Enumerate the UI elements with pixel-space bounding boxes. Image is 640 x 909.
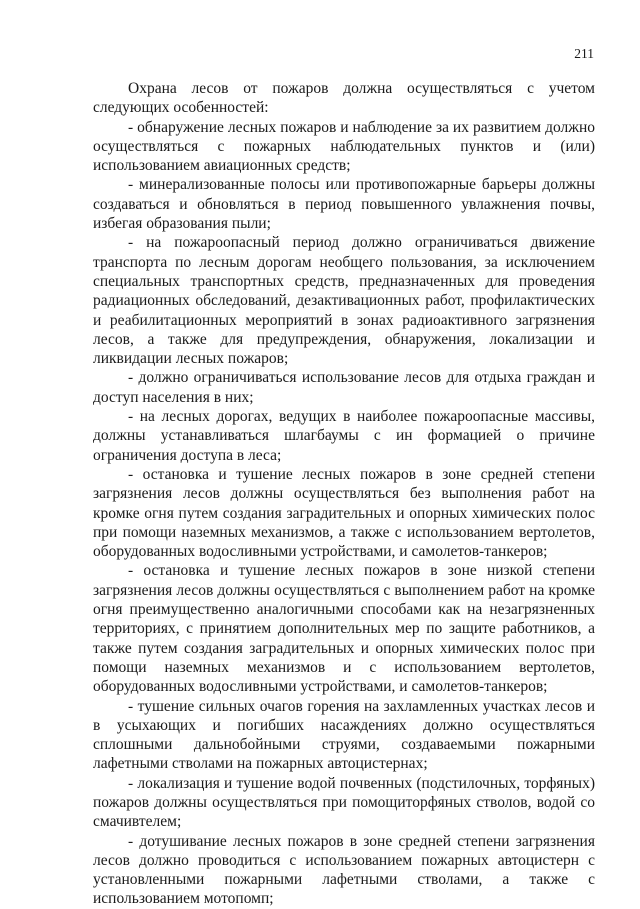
list-item-recreation-restriction: - должно ограничиваться использование лесов для отдыха граждан и доступ населения в них; [93,369,595,406]
list-item-barriers: - на лесных дорогах, ведущих в наиболее пожароопасные массивы, должны устанавливаться шлагбаумы с ин формацией о причине ограничения доступа в леса; [93,408,595,464]
list-item-medium-contamination-suppression: - остановка и тушение лесных пожаров в зоне средней степени загрязнения лесов должны осуществляться без выполнения работ на кромке огня путем создания заградительных и опорных химических полос при помощи наземных механизмов, а также с использованием вертолетов, оборудованных водосливными устройствами, и самолетов-танкеров; [93,465,595,561]
document-body [93,79,595,909]
list-item-firebreaks: - минерализованные полосы или противопожарные барьеры должны создаваться и обновляться в период повышенного увлажнения почвы, избегая образования пыли; [93,176,595,233]
page-number: 211 [574,46,594,61]
intro-paragraph: Охрана лесов от пожаров должна осуществляться с учетом следующих особенностей: [93,80,595,117]
list-item-mop-up: - дотушивание лесных пожаров в зоне средней степени загрязнения лесов должно проводиться с использованием пожарных автоцистерн с установленными пожарными лафетными стволами, а также с использованием мотопомп; [93,832,595,908]
list-item-ground-fires: - локализация и тушение водой почвенных (подстилочных, торфяных) пожаров должны осуществляться при помощиторфяных стволов, водой со смачивтелем; [93,774,595,831]
list-item-traffic-restriction: - на пожароопасный период должно ограничиваться движение транспорта по лесным дорогам необщего пользования, за исключением специальных транспортных средств, предназначенных для проведения радиационных обследований, дезактивационных работ, профилактических и реабилитационных мероприятий в зонах радиоактивного загрязнения лесов, а также для предупреждения, обнаружения, локализации и ликвидации лесных пожаров; [93,234,595,368]
list-item-low-contamination-suppression: - остановка и тушение лесных пожаров в зоне низкой степени загрязнения лесов должны осуществляться с выполнением работ на кромке огня преимущественно аналогичными способами как на незагрязненных территориях, с принятием дополнительных мер по защите работников, а также путем создания заградительных и опорных химических полос при помощи наземных механизмов и с использованием вертолетов, оборудованных водосливными устройствами, и самолетов-танкеров; [93,562,595,696]
list-item-heavy-burning: - тушение сильных очагов горения на захламленных участках лесов и в усыхающих и погибших насаждениях должно осуществляться сплошными дальнобойными струями, создаваемыми пожарными лафетными стволами на пожарных автоцистернах; [93,697,595,773]
list-item-fire-detection: - обнаружение лесных пожаров и наблюдение за их развитием должно осуществляться с пожарных наблюдательных пунктов и (или) использованием авиационных средств; [93,118,595,175]
